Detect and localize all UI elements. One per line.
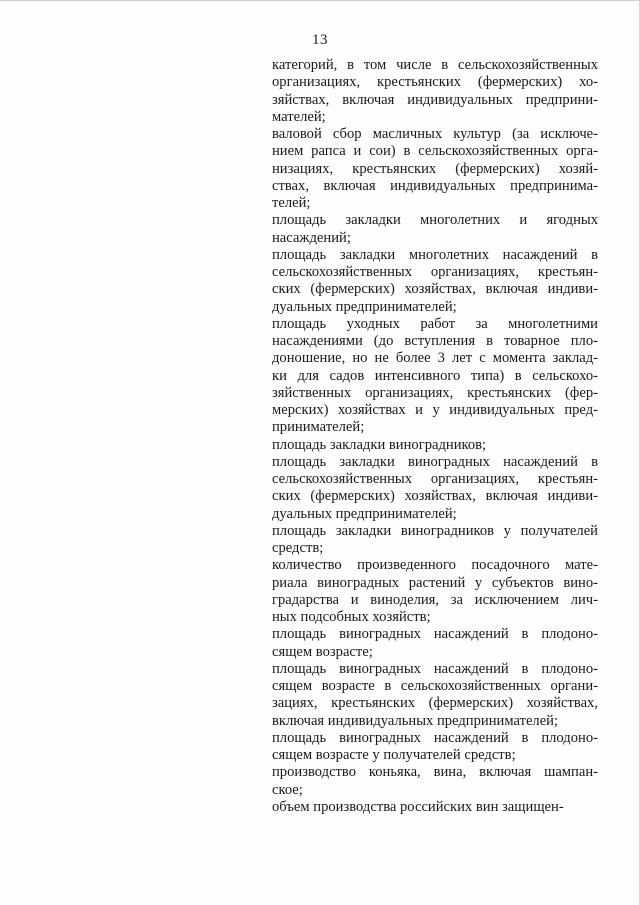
paragraph: [272, 730, 598, 765]
paragraph: [272, 126, 598, 212]
text-line: объем производства российских вин защищен-: [272, 798, 564, 815]
text-line: площадь виноградных насаждений в плодоно-: [272, 729, 598, 746]
text-line: градарства и виноделия, за исключением лич-: [272, 591, 598, 608]
text-line: мерских) хозяйствах и у индивидуальных пред-: [272, 402, 598, 418]
text-line: ское;: [272, 781, 303, 798]
paragraph: [272, 454, 598, 523]
page-number: 13: [312, 32, 328, 48]
text-line: площадь закладки виноградников;: [272, 436, 487, 453]
text-line: зяйственных организациях, крестьянских (фер-: [272, 384, 598, 401]
text-line: доношение, но не более 3 лет с момента заклад-: [272, 350, 598, 367]
paragraph: [272, 557, 598, 626]
text-line: сящем возрасте в сельскохозяйственных органи-: [272, 678, 598, 694]
text-line: ных подсобных хозяйств;: [272, 609, 431, 625]
text-line: площадь закладки многолетних насаждений в: [272, 246, 598, 263]
text-line: площадь закладки виноградников у получателей: [272, 522, 598, 539]
text-line: дуальных предпринимателей;: [272, 298, 457, 315]
paragraph: [272, 661, 598, 730]
paragraph: [272, 316, 598, 437]
text-line: зациях, крестьянских (фермерских) хозяйствах,: [272, 695, 598, 712]
text-line: зяйствах, включая индивидуальных предприни-: [272, 91, 598, 108]
scan-edge-top: [0, 0, 640, 1]
text-line: площадь уходных работ за многолетними: [272, 315, 598, 332]
paragraph: [272, 523, 598, 558]
text-line: площадь виноградных насаждений в плодоно-: [272, 626, 598, 643]
text-line: телей;: [272, 195, 311, 211]
text-line: площадь закладки виноградных насаждений в: [272, 453, 598, 470]
text-line: сельскохозяйственных организациях, крестьян-: [272, 264, 598, 280]
paragraph: [272, 764, 598, 799]
text-line: ки для садов интенсивного типа) в сельскохо-: [272, 367, 598, 384]
text-line: ских (фермерских) хозяйствах, включая индиви-: [272, 281, 598, 298]
paragraph: [272, 212, 598, 247]
text-line: дуальных предпринимателей;: [272, 505, 457, 522]
paragraph: [272, 437, 598, 454]
paragraph: [272, 247, 598, 316]
text-line: насаждений;: [272, 229, 351, 246]
text-line: низациях, крестьянских (фермерских) хозяй-: [272, 160, 598, 177]
text-line: организациях, крестьянских (фермерских) хо-: [272, 74, 598, 91]
text-line: ских (фермерских) хозяйствах, включая индиви-: [272, 488, 598, 505]
text-line: мателей;: [272, 108, 326, 125]
text-line: средств;: [272, 540, 324, 556]
text-column: [272, 57, 598, 816]
text-line: сельскохозяйственных организациях, крестьян-: [272, 471, 598, 487]
text-line: сящем возрасте;: [272, 643, 373, 660]
paragraph: [272, 799, 598, 816]
paragraph: [272, 626, 598, 661]
text-line: ствах, включая индивидуальных предпринима-: [272, 177, 598, 194]
text-line: валовой сбор масличных культур (за исключе-: [272, 126, 598, 142]
text-line: принимателей;: [272, 419, 365, 436]
paragraph: [272, 57, 598, 126]
text-line: сящем возрасте у получателей средств;: [272, 747, 516, 763]
text-line: риала виноградных растений у субъектов вино-: [272, 574, 598, 591]
text-line: включая индивидуальных предпринимателей;: [272, 712, 559, 729]
text-line: нием рапса и сои) в сельскохозяйственных орга-: [272, 143, 598, 160]
text-line: насаждениями (до вступления в товарное пло-: [272, 333, 598, 349]
text-line: категорий, в том числе в сельскохозяйственных: [272, 57, 598, 73]
text-line: количество произведенного посадочного мате-: [272, 557, 598, 574]
text-line: площадь закладки многолетних и ягодных: [272, 212, 598, 229]
text-line: площадь виноградных насаждений в плодоно-: [272, 660, 598, 677]
text-line: производство коньяка, вина, включая шампан-: [272, 764, 598, 781]
